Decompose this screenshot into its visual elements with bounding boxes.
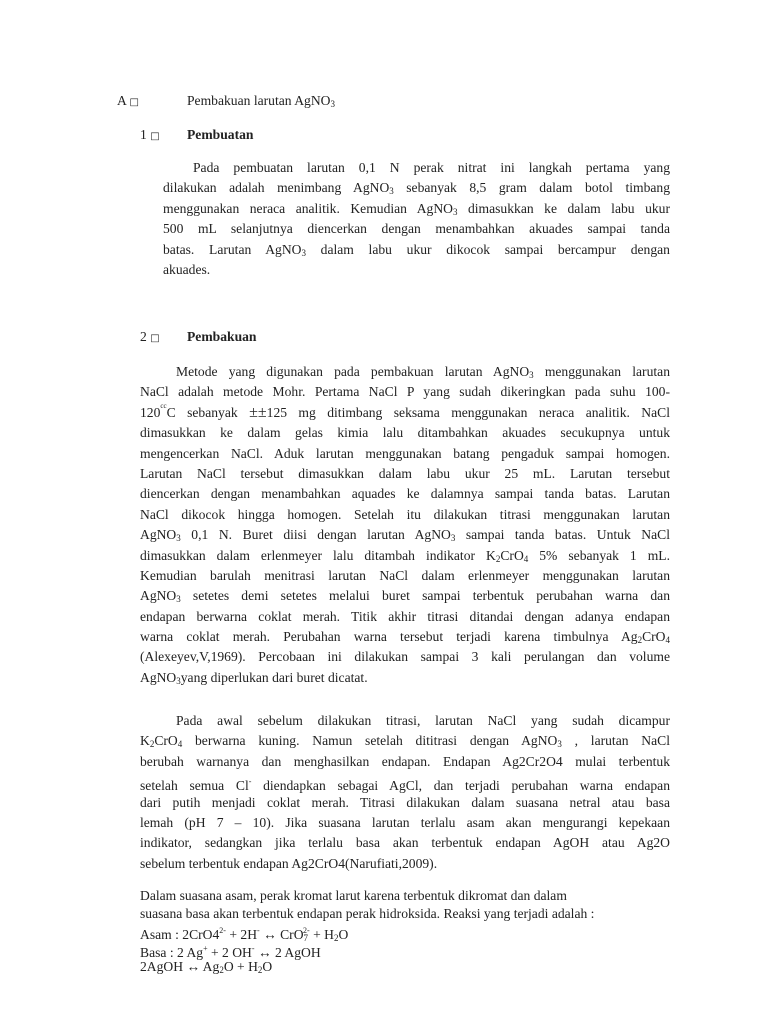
p2-line: indikator, sedangkan jika terlalu basa akan terbentuk endapan AgOH atau Ag2O [140, 835, 670, 851]
p1-line: NaCl adalah metode Mohr. Pertama NaCl P yang sudah dikeringkan pada suhu 100- [140, 384, 670, 400]
p1-line: dimasukkan dalam erlenmeyer lalu ditambah indikator $K_2CrO_4$ 5% sebanyak 1 mL. [140, 547, 670, 564]
sub1-paragraph [163, 158, 670, 280]
sub1-number: 1 □ [140, 127, 160, 142]
p1-line: NaCl dikocok hingga homogen. Setelah itu dilakukan titrasi menggunakan larutan [140, 506, 670, 522]
sub1-line: 500 mL selanjutnya diencerkan dengan menambahkan akuades sampai tanda [163, 221, 670, 237]
p1-line: Metode yang digunakan pada pembakuan larutan AgNO$_3$ menggunakan larutan [176, 364, 670, 380]
sub2-paragraph-1 [140, 362, 670, 688]
sub1-line: dilakukan adalah menimbang AgNO$_3$ sebanyak 8,5 gram dalam botol timbang [163, 180, 670, 197]
bullet-box-icon: □ [150, 333, 160, 344]
sub1-line: menggunakan neraca analitik. Kemudian AgNO$_3$ dimasukkan ke dalam labu ukur [163, 200, 670, 217]
p3-line: suasana basa akan terbentuk endapan perak hidroksida. Reaksi yang terjadi adalah : [140, 906, 595, 921]
p1-line: diencerkan dengan menambahkan aquades ke dalamnya sampai tanda batas. Larutan [140, 486, 670, 502]
p1-line: warna coklat merah. Perubahan warna tersebut terjadi karena timbulnya $Ag_2CrO_4$ [140, 629, 670, 646]
p1-line: AgNO$_3$ 0,1 N. Buret diisi dengan larutan AgNO$_3$ sampai tanda batas. Untuk NaCl [140, 527, 670, 544]
section-a-letter: A □ [117, 93, 139, 108]
p2-line: lemah (pH 7 – 10). Jika suasana larutan terlalu asam akan mengurangi kepekaan [140, 814, 670, 830]
p2-line: setelah semua Cl- diendapkan sebagai AgCl, dan terjadi perubahan warna endapan [140, 777, 670, 794]
sub1-line: batas. Larutan AgNO$_3$ dalam labu ukur dikocok sampai bercampur dengan [163, 241, 670, 258]
sub1-line: akuades. [163, 261, 211, 277]
p2-line: $K_2CrO_4$ berwarna kuning. Namun setelah dititrasi dengan AgNO$_3$ , larutan NaCl [140, 733, 671, 750]
p2-line: sebelum terbentuk endapan Ag2CrO4(Narufiati,2009). [140, 855, 438, 871]
p1-line: $120^{cc}C$ sebanyak ±±125 mg ditimbang seksama menggunakan neraca analitik. NaCl [140, 401, 670, 421]
bullet-box-icon: □ [129, 97, 139, 108]
sub1-heading: Pembuatan [187, 127, 254, 142]
p1-line: AgNO$_3$yang diperlukan dari buret dicatat. [140, 669, 368, 686]
p1-line: endapan berwarna coklat merah. Titik akhir titrasi ditandai dengan adanya endapan [140, 608, 670, 624]
reaction-acid: Asam : $2CrO4^{2-} + 2H^-$ ↔ $CrO_7^{2-} + H_2O$ [140, 926, 349, 943]
sub1-line: Pada pembuatan larutan 0,1 N perak nitrat ini langkah pertama yang [193, 160, 670, 175]
p1-line: Kemudian barulah menitrasi larutan NaCl dalam erlenmeyer menggunakan larutan [140, 567, 670, 583]
reaction-base: Basa : 2 Ag+ + 2 OH- ↔ 2 AgOH [140, 944, 321, 960]
p1-line: (Alexeyev,V,1969). Percobaan ini dilakukan sampai 3 kali perulangan dan volume [140, 649, 670, 665]
p2-line: dari putih menjadi coklat merah. Titrasi dilakukan dalam suasana netral atau basa [140, 794, 670, 810]
sub2-paragraph-2 [140, 711, 670, 874]
sub2-number: 2 □ [140, 329, 160, 344]
p1-line: mengencerkan NaCl. Aduk larutan menggunakan batang pengaduk sampai homogen. [140, 445, 670, 461]
sub2-heading: Pembakuan [187, 329, 257, 344]
p1-line: dimasukkan ke dalam gelas kimia lalu ditambahkan akuades secukupnya untuk [140, 425, 670, 441]
p2-line: Pada awal sebelum dilakukan titrasi, larutan NaCl yang sudah dicampur [176, 713, 670, 728]
p3-line: Dalam suasana asam, perak kromat larut karena terbentuk dikromat dan dalam [140, 888, 567, 903]
bullet-box-icon: □ [150, 131, 160, 142]
section-a-title: Pembakuan larutan AgNO$_3$ [187, 93, 335, 109]
reaction-agoh: 2AgOH ↔ $Ag_2O + H_2O$ [140, 959, 273, 975]
p2-line: berubah warnanya dan menghasilkan endapan. Endapan Ag2Cr2O4 mulai terbentuk [140, 753, 670, 769]
p1-line: AgNO$_3$ setetes demi setetes melalui buret sampai terbentuk perubahan warna dan [140, 588, 670, 605]
p1-line: Larutan NaCl tersebut dimasukkan dalam labu ukur 25 mL. Larutan tersebut [140, 465, 670, 481]
